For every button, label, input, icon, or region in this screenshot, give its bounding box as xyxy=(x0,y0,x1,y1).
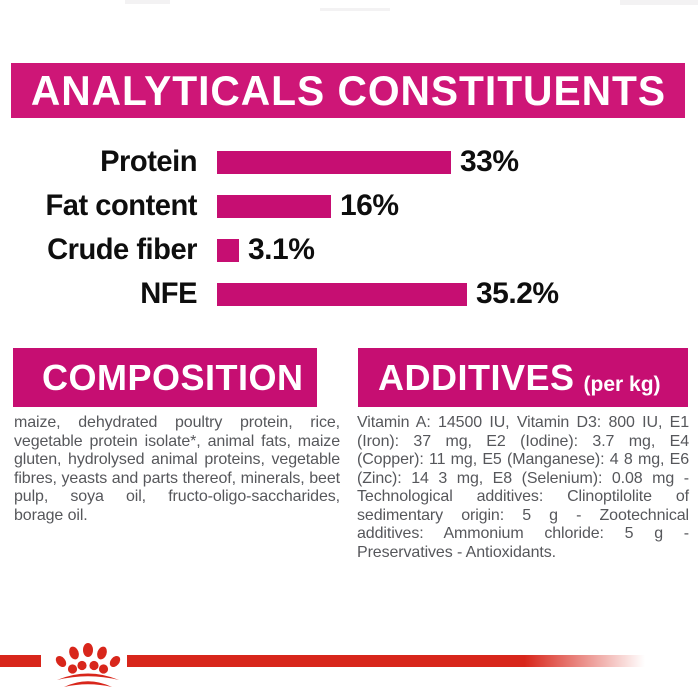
analytical-constituents-chart xyxy=(20,140,680,316)
chart-category-label: Crude fiber xyxy=(47,233,198,266)
scan-artifact xyxy=(320,8,390,11)
royal-canin-crown-paw-logo xyxy=(50,642,126,688)
chart-bar xyxy=(217,195,331,218)
red-stripe-left xyxy=(0,655,41,667)
analytical-constituents-banner xyxy=(11,63,685,118)
scan-artifact xyxy=(620,0,698,5)
chart-value-label: 16% xyxy=(340,189,399,222)
chart-row xyxy=(20,140,680,184)
chart-value-label: 33% xyxy=(460,145,519,178)
chart-row xyxy=(20,228,680,272)
chart-category-label: NFE xyxy=(140,277,197,310)
chart-bar xyxy=(217,283,467,306)
chart-category-label: Protein xyxy=(100,145,197,178)
chart-bar xyxy=(217,239,239,262)
chart-bar xyxy=(217,151,451,174)
chart-row xyxy=(20,272,680,316)
chart-value-label: 35.2% xyxy=(476,277,559,310)
additives-heading-suffix: (per kg) xyxy=(583,373,661,396)
red-stripe-right xyxy=(127,655,650,667)
composition-header xyxy=(13,348,317,407)
scan-artifact xyxy=(125,0,170,4)
chart-category-label: Fat content xyxy=(45,189,198,222)
banner-title: ANALYTICALS CONSTITUENTS xyxy=(30,66,666,114)
chart-row xyxy=(20,184,680,228)
composition-heading: COMPOSITION xyxy=(42,356,304,398)
additives-text: Vitamin A: 14500 IU, Vitamin D3: 800 IU, E1 (Iron): 37 mg, E2 (Iodine): 3.7 mg, E4 (Copper): 11 mg, E5 (Manganese): 4 8 mg, E6 (Zinc): 14 3 mg, E8 (Selenium): 0.08 mg -Technological additives: Clinoptilolite of sedimentary origin: 5 g - Zootechnical additives: Ammonium chloride: 5 g - Preservatives - Antioxidants. xyxy=(357,414,689,561)
chart-value-label: 3.1% xyxy=(248,233,315,266)
additives-heading: ADDITIVES xyxy=(378,356,575,398)
additives-header xyxy=(358,348,688,407)
composition-text: maize, dehydrated poultry protein, rice, vegetable protein isolate*, animal fats, maize gluten, hydrolysed animal proteins, vegetable fibres, yeasts and parts thereof, minerals, beet pulp, soya oil, fructo-oligo-saccharides, borage oil. xyxy=(14,414,340,524)
